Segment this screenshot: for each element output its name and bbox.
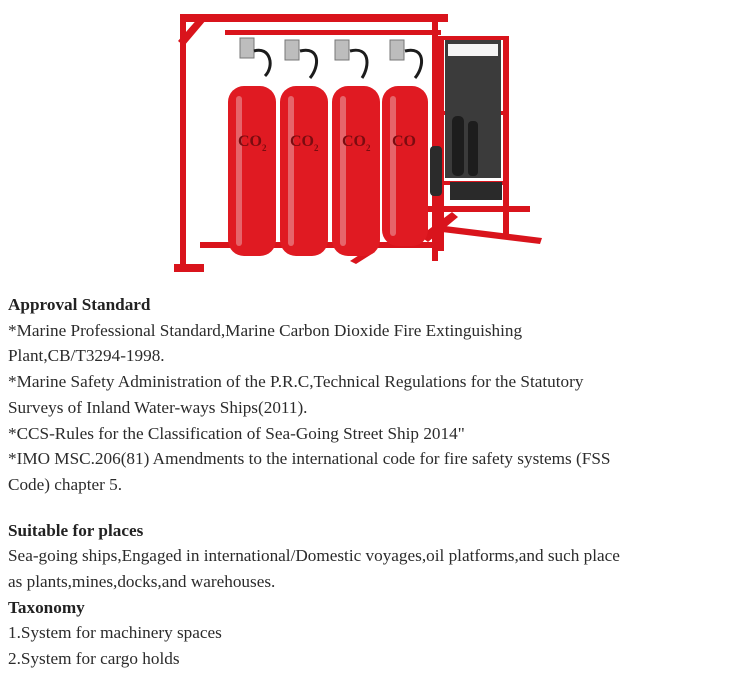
- svg-text:CO: CO: [238, 133, 262, 150]
- suitable-line: as plants,mines,docks,and warehouses.: [8, 572, 276, 592]
- approval-line: Surveys of Inland Water-ways Ships(2011).: [8, 397, 308, 417]
- approval-line: *Marine Safety Administration of the P.R.C,Technical Regulations for the Statutory: [8, 372, 584, 392]
- approval-line: *Marine Professional Standard,Marine Carbon Dioxide Fire Extinguishing: [8, 320, 523, 340]
- taxonomy-heading: Taxonomy: [8, 597, 85, 617]
- svg-text:2: 2: [262, 143, 267, 153]
- section-spacer: [8, 498, 732, 518]
- suitable-line: Sea-going ships,Engaged in international/Domestic voyages,oil platforms,and such place: [8, 546, 620, 566]
- approval-standard-heading: Approval Standard: [8, 295, 151, 314]
- product-description: [8, 292, 732, 672]
- taxonomy-item: 1.System for machinery spaces: [8, 623, 222, 643]
- taxonomy-item: 2.System for cargo holds: [8, 649, 180, 669]
- svg-text:2: 2: [314, 143, 319, 153]
- approval-line: *IMO MSC.206(81) Amendments to the international code for fire safety systems (FSS: [8, 449, 611, 469]
- approval-line: Code) chapter 5.: [8, 474, 123, 494]
- svg-text:CO: CO: [290, 133, 314, 150]
- svg-text:2: 2: [366, 143, 371, 153]
- suitable-places-heading: Suitable for places: [8, 520, 144, 540]
- co2-system-illustration: [170, 6, 560, 282]
- svg-text:CO: CO: [342, 133, 366, 150]
- approval-line: *CCS-Rules for the Classification of Sea-Going Street Ship 2014": [8, 423, 465, 443]
- approval-line: Plant,CB/T3294-1998.: [8, 346, 165, 366]
- co2-fire-extinguishing-system-photo: [170, 6, 560, 282]
- svg-text:CO: CO: [392, 133, 416, 150]
